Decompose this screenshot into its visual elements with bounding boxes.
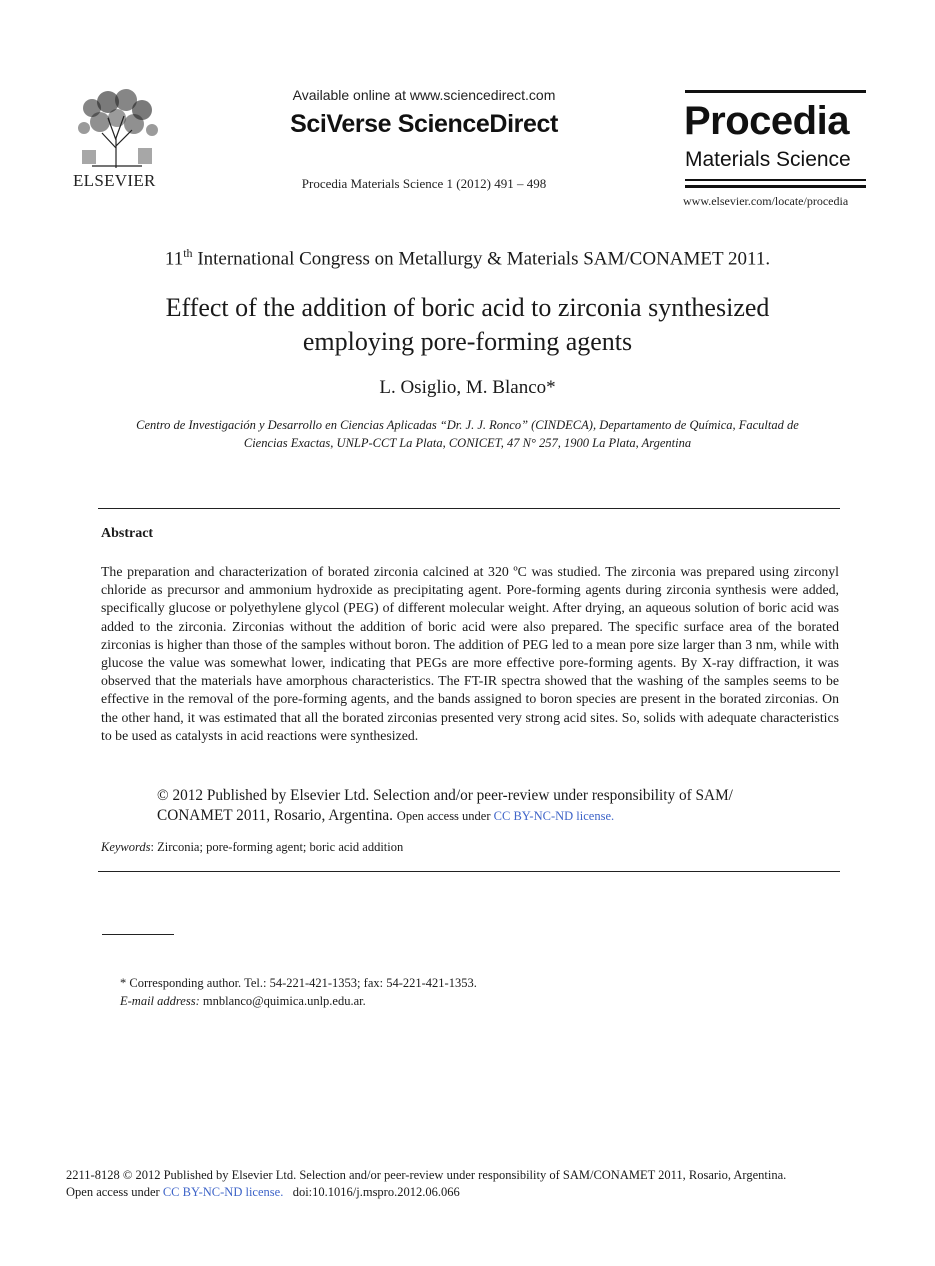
elsevier-wordmark: ELSEVIER: [73, 171, 156, 190]
authors: L. Osiglio, M. Blanco*: [379, 377, 556, 398]
keywords-label: Keywords: [101, 840, 151, 854]
open-access-line: [397, 809, 614, 823]
available-online-text: Available online at www.sciencedirect.com: [292, 87, 556, 103]
paper-title: [80, 291, 855, 359]
doi[interactable]: doi:10.1016/j.mspro.2012.06.066: [292, 1185, 460, 1199]
issn-copyright-line: 2211-8128 © 2012 Published by Elsevier Ltd. Selection and/or peer-review under responsibility of SAM/CONAMET 2011, Rosario, Argentina.: [66, 1168, 787, 1182]
abstract-top-rule: [98, 508, 840, 509]
conference-ordinal-suffix: th: [183, 246, 193, 260]
journal-reference: Procedia Materials Science 1 (2012) 491 – 498: [301, 176, 547, 191]
journal-url: www.elsevier.com/locate/procedia: [683, 194, 849, 208]
paper-title-line-2: employing pore-forming agents: [302, 327, 633, 356]
abstract-body: The preparation and characterization of borated zirconia calcined at 320 ºC was studied. The zirconia was prepared using zirconyl chloride as precursor and ammonium hydroxide as precipitating agent. Pore-forming agents during zirconia synthesis were added, specifically glucose or polyethylene glycol (PEG) of different molecular weight. After drying, an aqueous solution of boric acid was added to the zirconia. Zirconias without the addition of boric acid were also prepared. The specific surface area of the borated zirconias is higher than those of the samples without boron. The addition of PEG led to a mean pore size larger than 3 nm, while with glucose the value was somewhat lower, indicating that PEGs are more effective pore-forming agents. By X-ray diffraction, it was observed that the materials have amorphous characteristics. The FT-IR spectra showed that the washing of the samples seems to be effective in the removal of the pore-forming agents, and the bands assigned to boron species are present in the borated zirconias. On the other hand, it was estimated that all the borated zirconias presented very strong acid sites. So, solids with adequate characteristics to be used as catalysts in acid reactions were synthesized.: [101, 564, 839, 743]
license-link[interactable]: CC BY-NC-ND license.: [493, 809, 615, 823]
open-access-prefix: Open access under: [396, 809, 491, 823]
conference-name: International Congress on Metallurgy & Materials SAM/CONAMET 2011.: [192, 248, 771, 270]
copyright-notice: [157, 786, 817, 826]
footnote-rule: [102, 934, 174, 935]
elsevier-tree-logo: [72, 88, 162, 168]
footer-license-link[interactable]: CC BY-NC-ND license.: [162, 1185, 284, 1199]
procedia-logo-rule-middle: [685, 179, 866, 181]
email-address[interactable]: mnblanco@quimica.unlp.edu.ar.: [199, 994, 366, 1008]
procedia-logo-title: Procedia: [684, 99, 849, 143]
abstract-heading: Abstract: [101, 526, 154, 541]
corresponding-author-footnote: * Corresponding author. Tel.: 54-221-421-1353; fax: 54-221-421-1353.: [120, 976, 477, 990]
footer-open-access-prefix: Open access under: [66, 1185, 160, 1199]
paper-title-line-1: Effect of the addition of boric acid to zirconia synthesized: [165, 293, 770, 322]
copyright-line-2-text: CONAMET 2011, Rosario, Argentina.: [157, 807, 393, 824]
sciverse-sciencedirect-logo: SciVerse ScienceDirect: [290, 110, 558, 138]
affiliation-line-2: Ciencias Exactas, UNLP-CCT La Plata, CONICET, 47 N° 257, 1900 La Plata, Argentina: [243, 436, 692, 450]
abstract-bottom-rule: [98, 871, 840, 872]
footer-open-access-line: [66, 1185, 460, 1200]
copyright-line-1: © 2012 Published by Elsevier Ltd. Selection and/or peer-review under responsibility of SAM/: [157, 787, 733, 804]
affiliation-line-1: Centro de Investigación y Desarrollo en Ciencias Aplicadas “Dr. J. J. Ronco” (CINDECA), Departamento de Química, Facultad de: [136, 418, 799, 432]
conference-number: 11: [164, 248, 184, 270]
affiliation: [100, 416, 835, 452]
procedia-logo-subtitle: Materials Science: [685, 148, 851, 171]
keywords-values: : Zirconia; pore-forming agent; boric acid addition: [150, 840, 404, 854]
copyright-line-2: [157, 806, 817, 826]
email-footnote: [120, 994, 366, 1009]
conference-line: [0, 246, 935, 270]
keywords: [101, 840, 839, 855]
email-label: E-mail address:: [120, 994, 200, 1008]
procedia-logo-rule-top: [685, 90, 866, 93]
procedia-logo-rule-bottom: [685, 185, 866, 188]
